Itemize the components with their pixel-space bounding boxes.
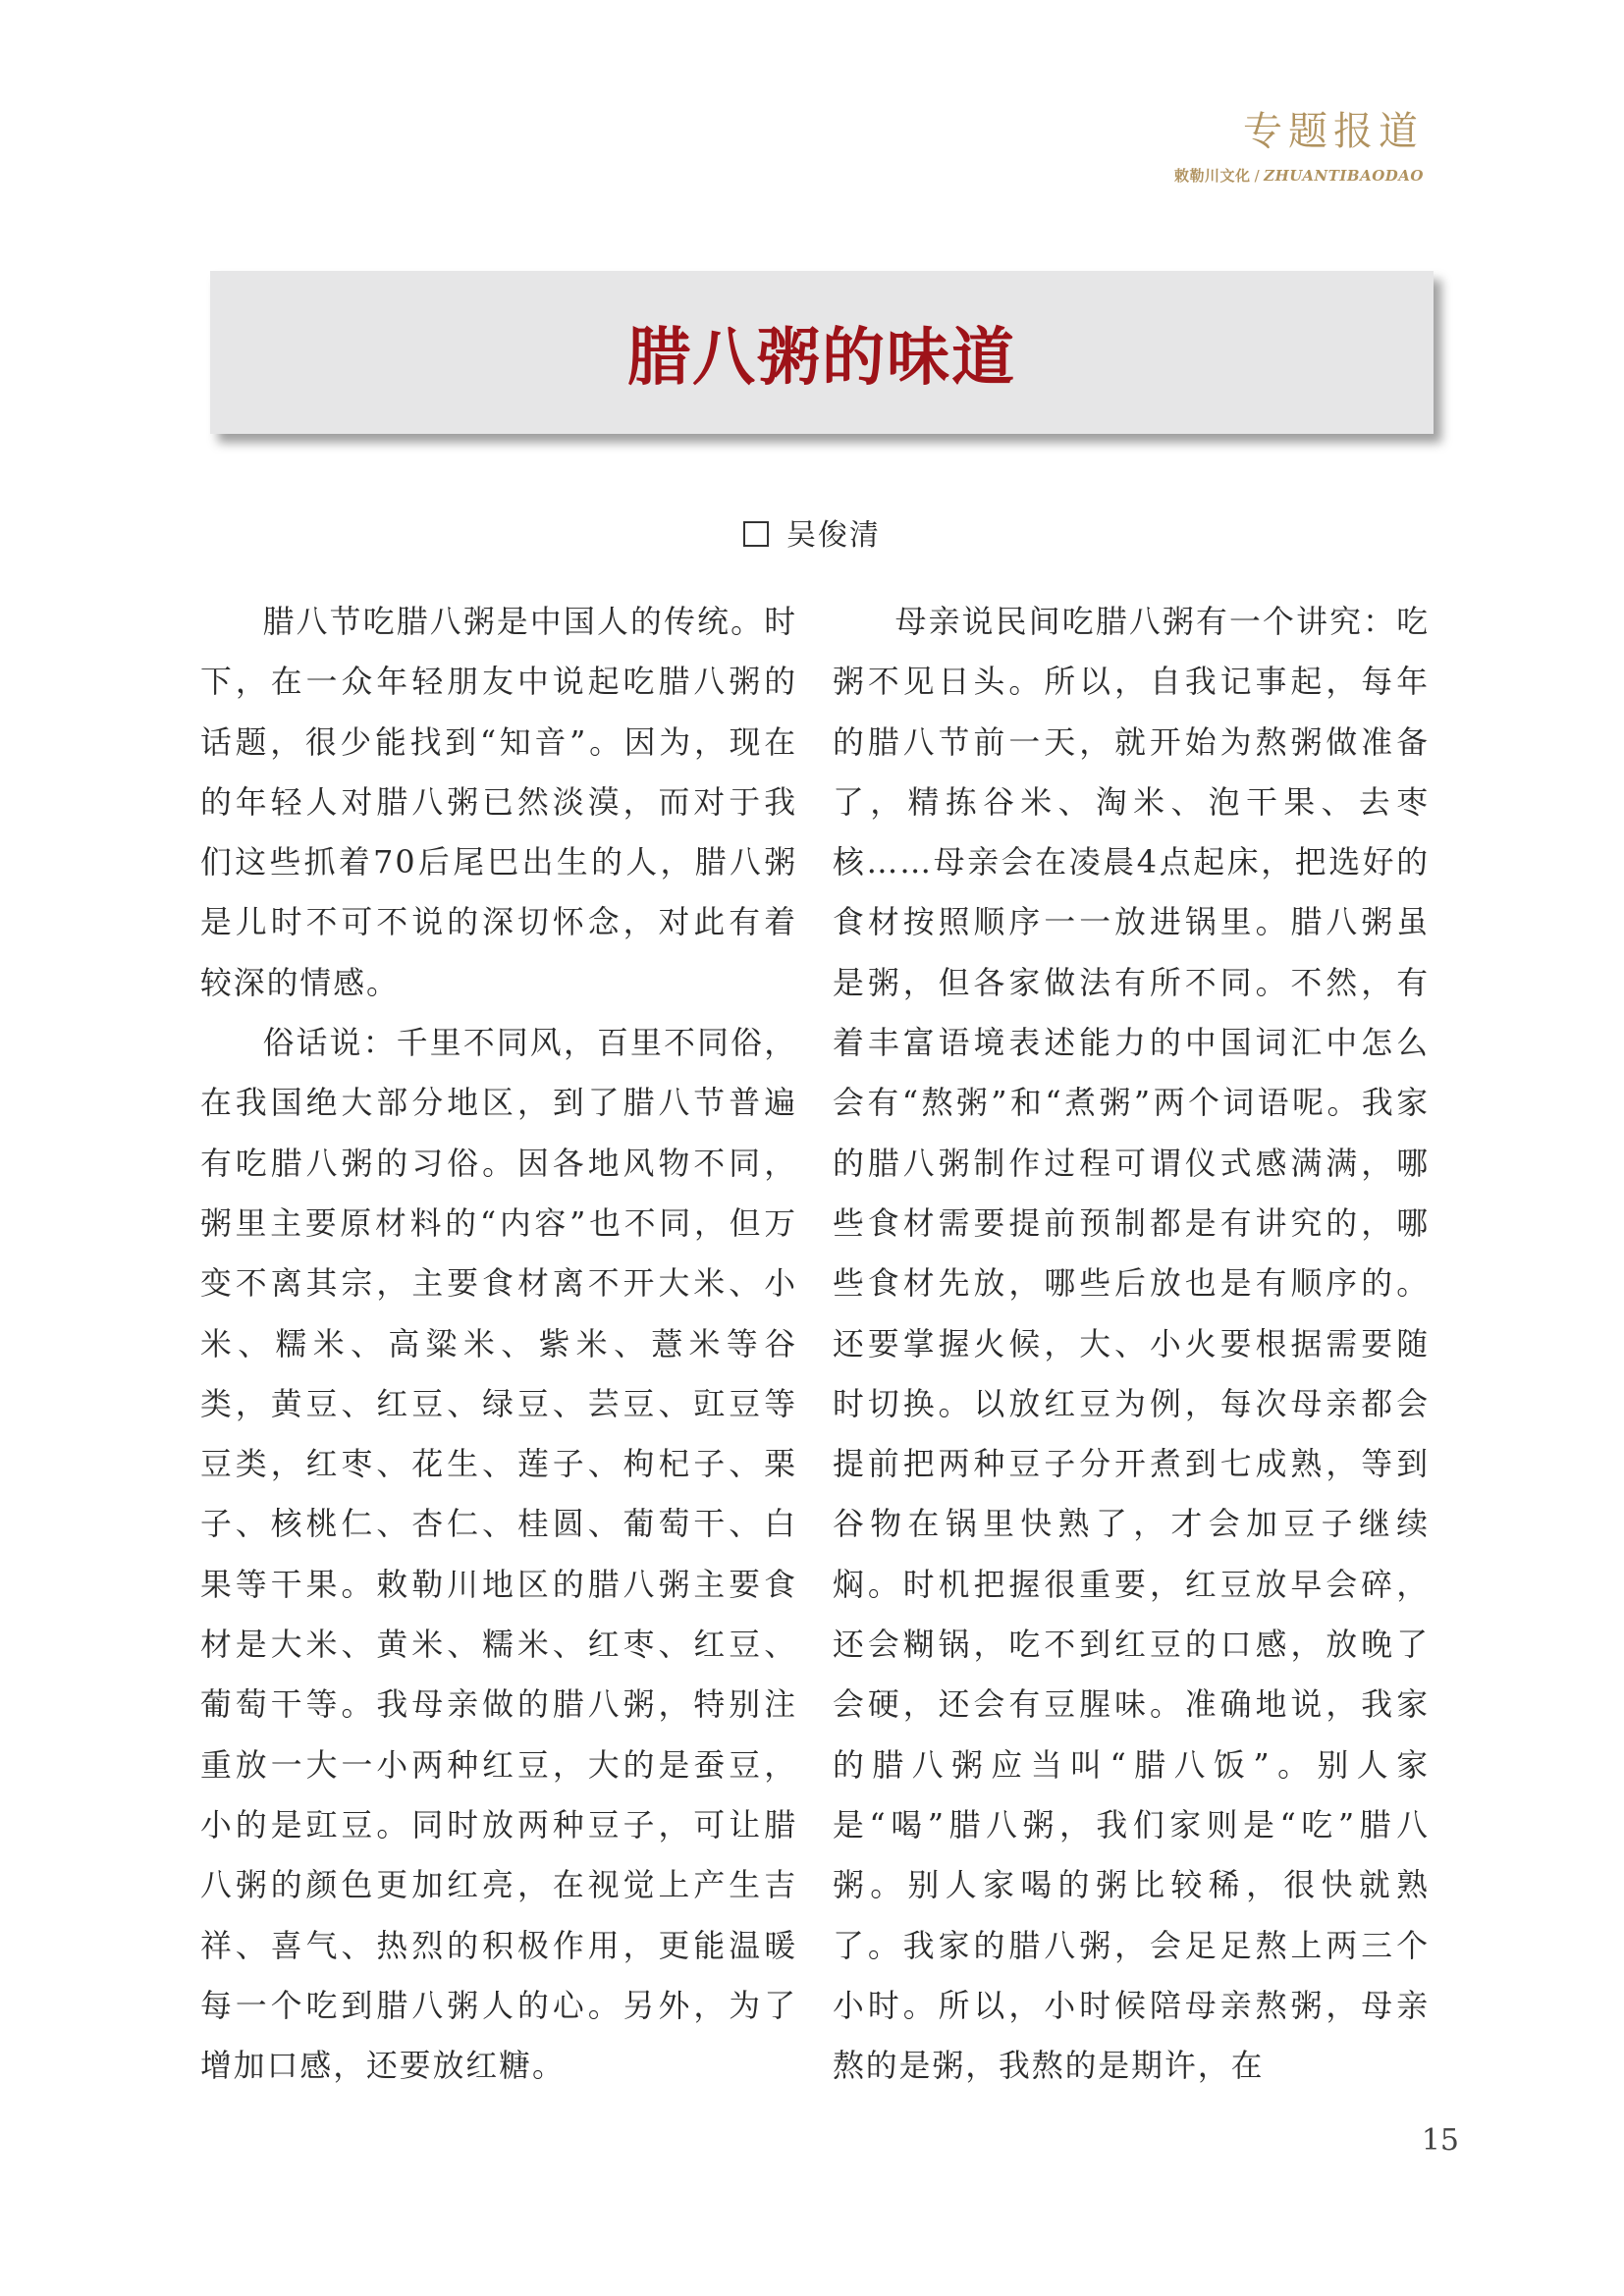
article-column-right — [833, 592, 1430, 2096]
section-subtitle-cn: 敕勒川文化 — [1174, 167, 1251, 185]
byline — [0, 510, 1624, 554]
author-name: 吴俊清 — [786, 518, 881, 553]
page-number: 15 — [1421, 2123, 1459, 2158]
section-subtitle-separator: / — [1254, 167, 1261, 185]
paragraph: 俗话说：千里不同风，百里不同俗，在我国绝大部分地区，到了腊八节普遍有吃腊八粥的习俗。因各地风物不同，粥里主要原材料的“内容”也不同，但万变不离其宗，主要食材离不开大米、小米、糯米、高粱米、紫米、薏米等谷类，黄豆、红豆、绿豆、芸豆、豇豆等豆类，红枣、花生、莲子、枸杞子、栗子、核桃仁、杏仁、桂圆、葡萄干、白果等干果。敕勒川地区的腊八粥主要食材是大米、黄米、糯米、红枣、红豆、葡萄干等。我母亲做的腊八粥，特别注重放一大一小两种红豆，大的是蚕豆，小的是豇豆。同时放两种豆子，可让腊八粥的颜色更加红亮，在视觉上产生吉祥、喜气、热烈的积极作用，更能温暖每一个吃到腊八粥人的心。另外，为了增加口感，还要放红糖。 — [200, 1025, 797, 2085]
paragraph: 腊八节吃腊八粥是中国人的传统。时下，在一众年轻朋友中说起吃腊八粥的话题，很少能找到“知音”。因为，现在的年轻人对腊八粥已然淡漠，而对于我们这些抓着70后尾巴出生的人，腊八粥是儿时不可不说的深切怀念，对此有着较深的情感。 — [200, 604, 797, 1001]
square-icon — [743, 521, 769, 547]
article-column-left — [200, 592, 797, 2096]
paragraph: 母亲说民间吃腊八粥有一个讲究：吃粥不见日头。所以，自我记事起，每年的腊八节前一天，就开始为熬粥做准备了，精拣谷米、淘米、泡干果、去枣核……母亲会在凌晨4点起床，把选好的食材按照顺序一一放进锅里。腊八粥虽是粥，但各家做法有所不同。不然，有着丰富语境表述能力的中国词汇中怎么会有“熬粥”和“煮粥”两个词语呢。我家的腊八粥制作过程可谓仪式感满满，哪些食材需要提前预制都是有讲究的，哪些食材先放，哪些后放也是有顺序的。还要掌握火候，大、小火要根据需要随时切换。以放红豆为例，每次母亲都会提前把两种豆子分开煮到七成熟，等到谷物在锅里快熟了，才会加豆子继续焖。时机把握很重要，红豆放早会碎，还会糊锅，吃不到红豆的口感，放晚了会硬，还会有豆腥味。准确地说，我家的腊八粥应当叫“腊八饭”。别人家是“喝”腊八粥，我们家则是“吃”腊八粥。别人家喝的粥比较稀，很快就熟了。我家的腊八粥，会足足熬上两三个小时。所以，小时候陪母亲熬粥，母亲熬的是粥，我熬的是期许，在 — [833, 604, 1430, 2085]
section-subtitle — [1174, 165, 1424, 186]
section-title: 专题报道 — [1243, 109, 1424, 154]
section-subtitle-latin: ZHUANTIBAODAO — [1264, 167, 1424, 185]
section-header — [1174, 109, 1424, 186]
article-title-banner — [210, 271, 1434, 434]
article-title: 腊八粥的味道 — [627, 322, 1016, 395]
